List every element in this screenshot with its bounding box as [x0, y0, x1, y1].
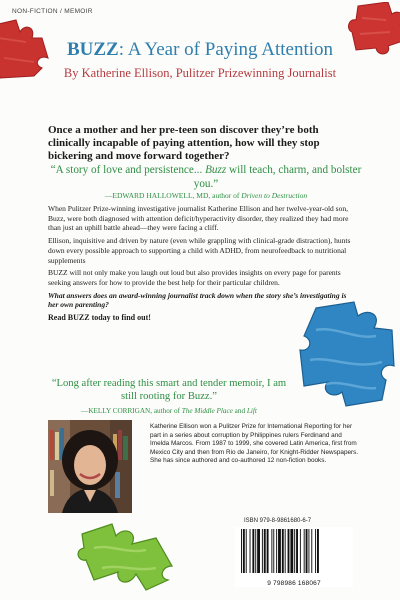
barcode-bar — [311, 529, 312, 573]
author-photo — [48, 420, 132, 513]
barcode-bar — [241, 529, 242, 573]
barcode-bars — [235, 527, 353, 577]
lead-paragraph: Once a mother and her pre-teen son discover they’re both clinically incapable of paying attention, how will they stop bickering and move forward together? — [48, 124, 320, 162]
barcode-bar — [257, 529, 260, 573]
green-puzzle-piece-icon — [76, 514, 176, 592]
category-label: NON-FICTION / MEMOIR — [12, 8, 93, 15]
barcode-bar — [282, 529, 284, 573]
barcode-bar — [278, 529, 281, 573]
barcode-bar — [250, 529, 251, 573]
quote-attribution: —KELLY CORRIGAN, author of The Middle Place and Lift — [81, 407, 257, 415]
barcode-bar — [304, 529, 305, 573]
description-paragraph: When Pulitzer Prize-winning investigative journalist Katherine Ellison and her twelve-year-old son, Buzz, were both diagnosed with attention deficit/hyperactivity disorder, they realized they had more than just an uphill battle ahead—they were facing a cliff. — [48, 204, 349, 233]
description-paragraph: BUZZ will not only make you laugh out loud but also provides insights on every page for parents seeking answers for how to provide the best help for their particular children. — [48, 268, 341, 287]
barcode-bar — [243, 529, 245, 573]
barcode-bar — [246, 529, 247, 573]
barcode — [235, 527, 353, 587]
book-title: BUZZ: A Year of Paying Attention — [66, 39, 334, 60]
barcode-bar — [315, 529, 316, 573]
barcode-bar — [252, 529, 254, 573]
barcode-bar — [288, 529, 290, 573]
call-to-action: Read BUZZ today to find out! — [48, 313, 151, 323]
author-bio: Katherine Ellison won a Pulitzer Prize for International Reporting for her part in a series about corruption by Philippines rulers Ferdinand and Imelda Marcos. From 1987 to 1999, she covered Latin America, first from Mexico City and then from Rio de Janeiro, for Knight-Ridder Newspapers. She has since authored and co-authored 12 non-fiction books. — [150, 423, 359, 465]
barcode-bar — [294, 529, 295, 573]
barcode-bar — [262, 529, 263, 573]
barcode-bar — [273, 529, 274, 573]
blue-puzzle-piece-icon — [296, 300, 400, 408]
barcode-bar — [267, 529, 269, 573]
barcode-bar — [296, 529, 298, 573]
isbn-label: ISBN 979-8-9861680-6-7 — [244, 518, 312, 524]
barcode-bar — [306, 529, 308, 573]
barcode-bar — [285, 529, 286, 573]
pull-quote-corrigan: “Long after reading this smart and tender memoir, I am still rooting for Buzz.” —KELLY CORRIGAN, author of The Middle Place and Lift — [44, 377, 294, 418]
barcode-bar — [300, 529, 301, 573]
pull-quote-hallowell: “A story of love and persistence... Buzz will teach, charm, and bolster you.” —EDWARD HALLOWELL, MD, author of Driven to Destruction — [46, 163, 366, 201]
barcode-bar — [276, 529, 277, 573]
author-byline: By Katherine Ellison, Pulitzer Prizewinning Journalist — [63, 66, 337, 80]
barcode-bar — [255, 529, 256, 573]
teaser-question: What answers does an award-winning journalist track down when the story she’s investigating is her own parenting? — [48, 290, 347, 310]
quote-attribution: —EDWARD HALLOWELL, MD, author of Driven to Destruction — [104, 191, 308, 200]
barcode-bar — [290, 529, 293, 573]
barcode-bar — [308, 529, 309, 573]
barcode-number: 9 798986 168067 — [267, 580, 321, 587]
barcode-bar — [264, 529, 266, 573]
barcode-bar — [271, 529, 272, 573]
description-paragraph: Ellison, inquisitive and driven by nature (even while grappling with clinical-grade distraction), hunts down every possible approach to supporting a child with ADHD, from neurofeedback to nutritional supplements — [48, 236, 351, 265]
barcode-bar — [317, 529, 319, 573]
